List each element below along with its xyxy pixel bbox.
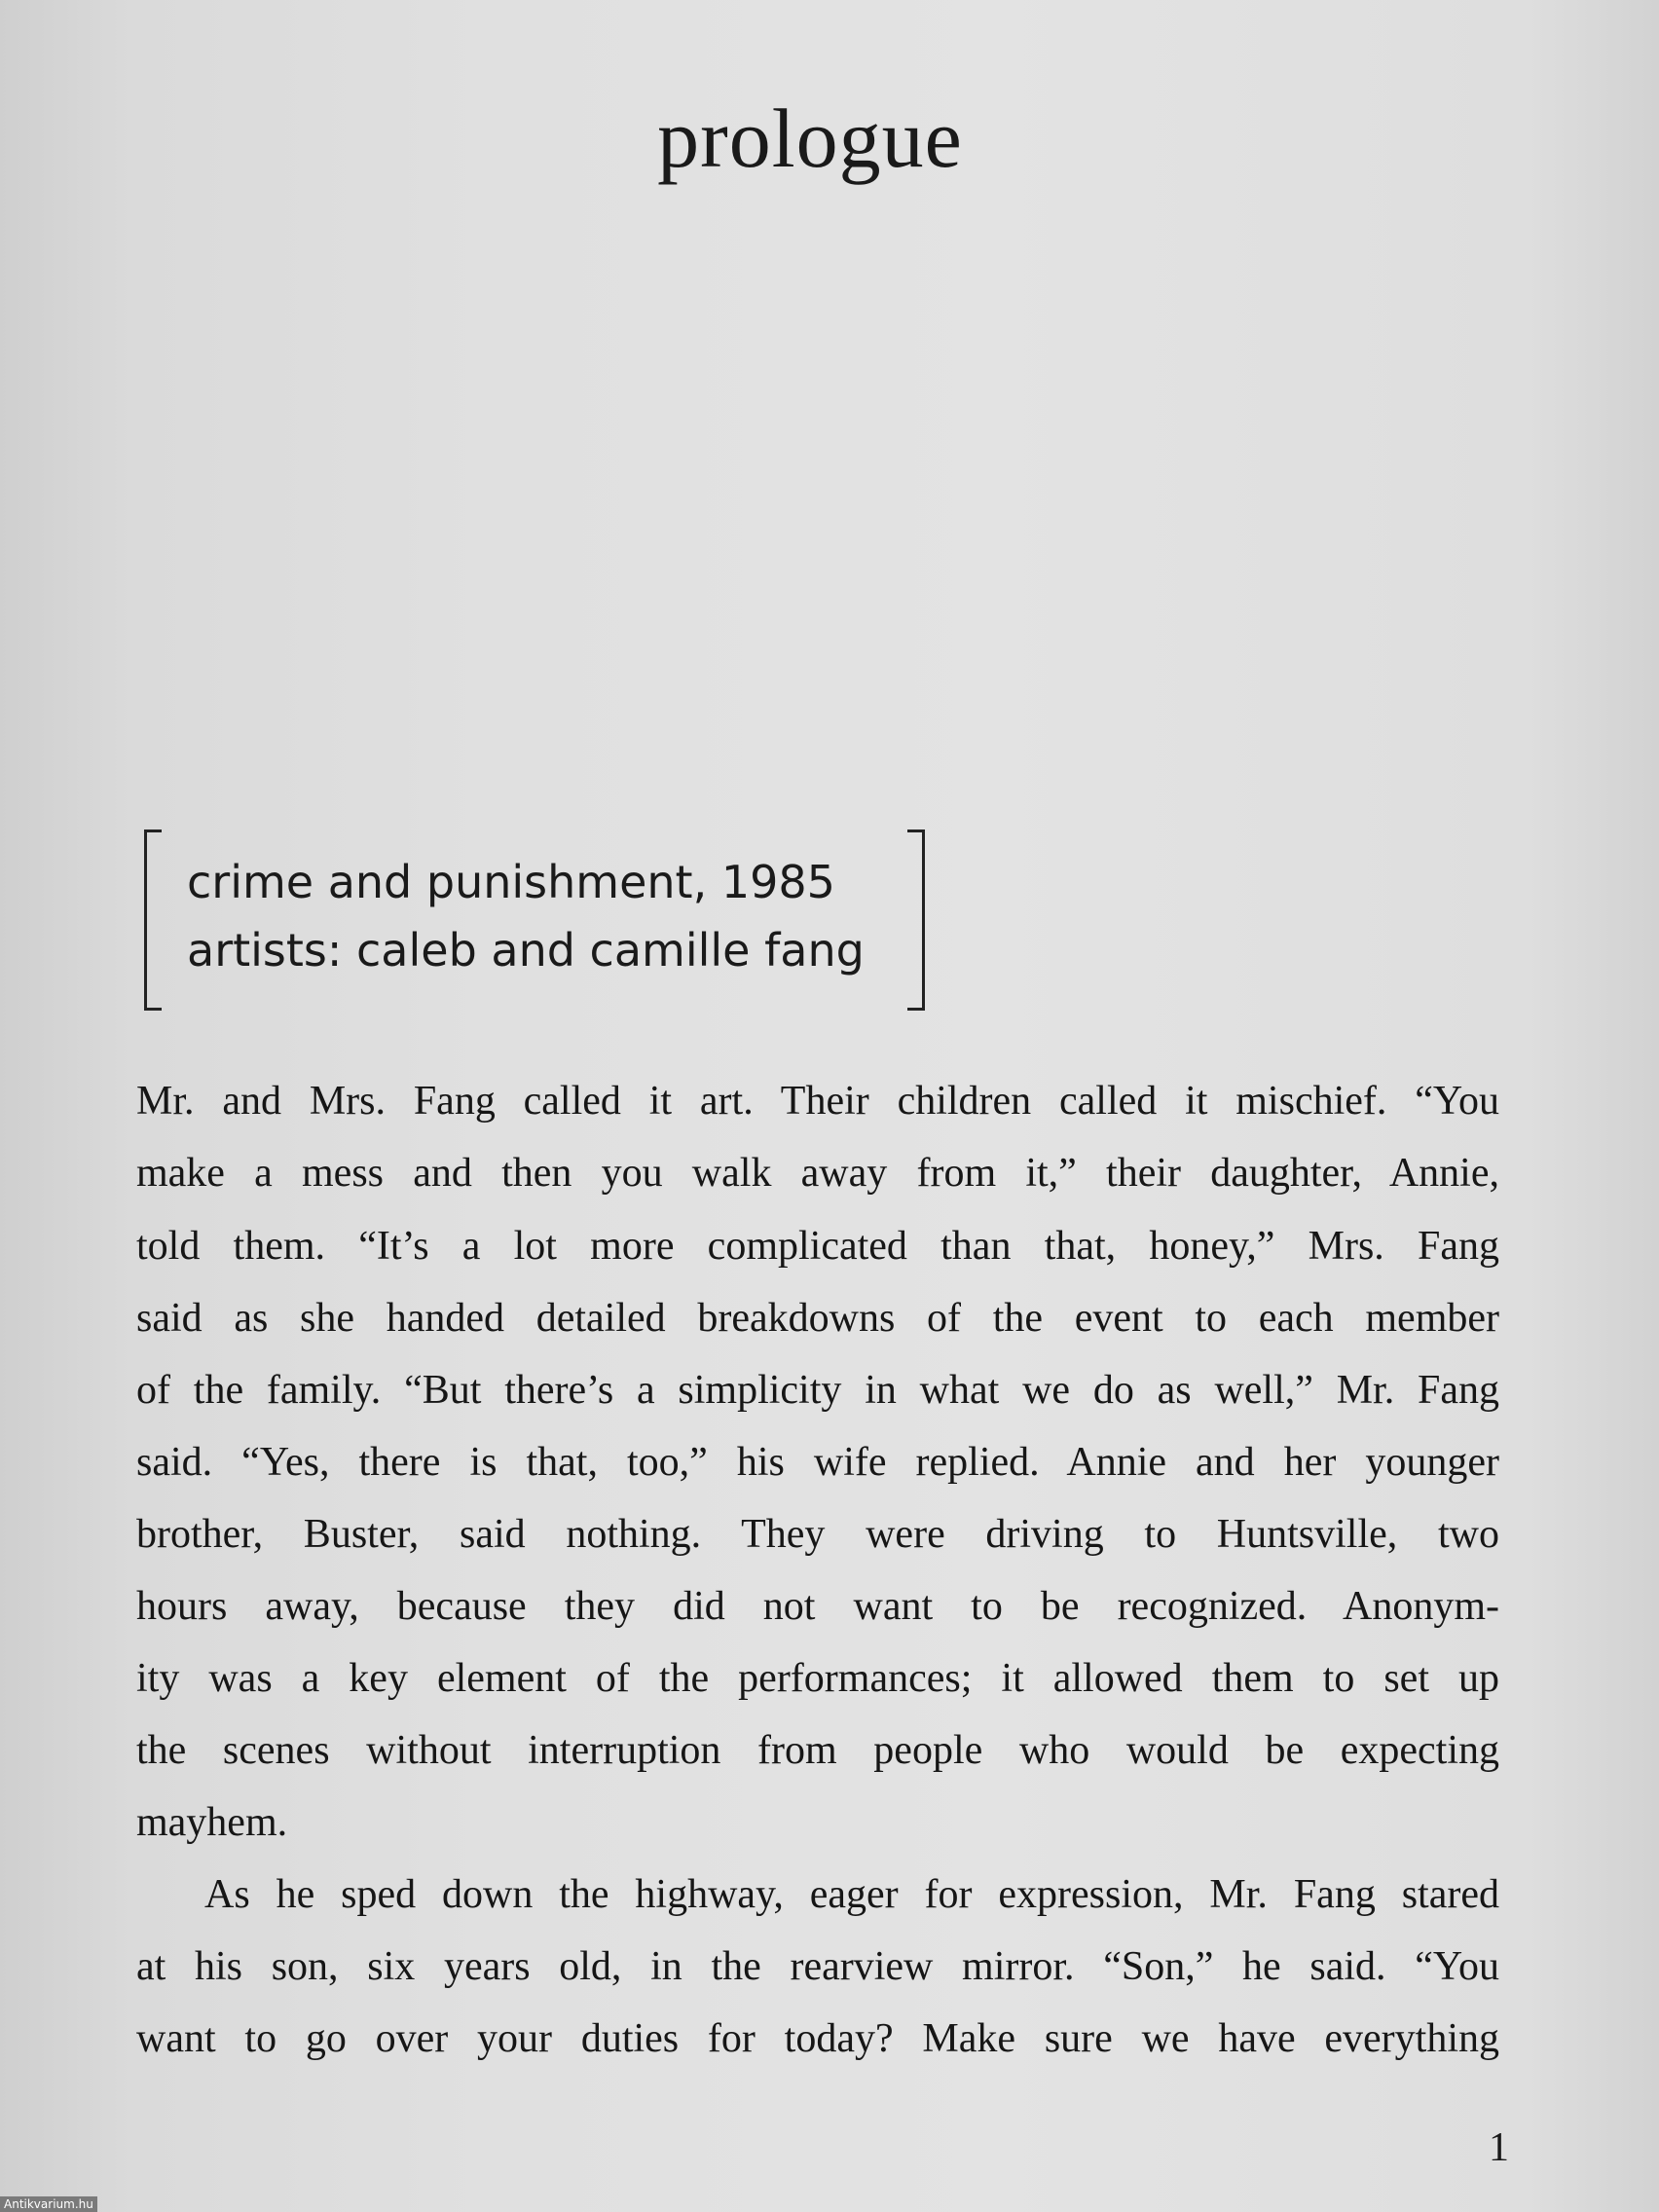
page-number: 1 [1489,2125,1509,2170]
text-line: brother, Buster, said nothing. They were driving to Huntsville, two [136,1512,1499,1557]
watermark-label: Antikvarium.hu [0,2196,97,2212]
text-line: make a mess and then you walk away from it,” their daughter, Annie, [136,1151,1499,1196]
text-line: at his son, six years old, in the rearview mirror. “Son,” he said. “You [136,1944,1499,1989]
epigraph-artists: artists: caleb and camille fang [187,924,865,977]
right-bracket [907,830,925,1011]
text-line: said. “Yes, there is that, too,” his wife replied. Annie and her younger [136,1440,1499,1485]
text-line: ity was a key element of the performances; it allowed them to set up [136,1656,1499,1701]
epigraph-box [144,830,925,1011]
epigraph-title: crime and punishment, 1985 [187,856,835,908]
text-line: of the family. “But there’s a simplicity in what we do as well,” Mr. Fang [136,1368,1499,1413]
text-line: the scenes without interruption from people who would be expecting [136,1728,1499,1773]
text-line: want to go over your duties for today? Make sure we have everything [136,2016,1499,2061]
left-bracket [144,830,162,1011]
text-line: As he sped down the highway, eager for expression, Mr. Fang stared [204,1872,1499,1917]
text-line: hours away, because they did not want to be recognized. Anonym- [136,1584,1499,1629]
text-line: told them. “It’s a lot more complicated than that, honey,” Mrs. Fang [136,1224,1499,1269]
chapter-title: prologue [657,92,963,185]
text-line: mayhem. [136,1800,288,1845]
text-line: said as she handed detailed breakdowns of the event to each member [136,1296,1499,1341]
text-line: Mr. and Mrs. Fang called it art. Their children called it mischief. “You [136,1079,1499,1124]
